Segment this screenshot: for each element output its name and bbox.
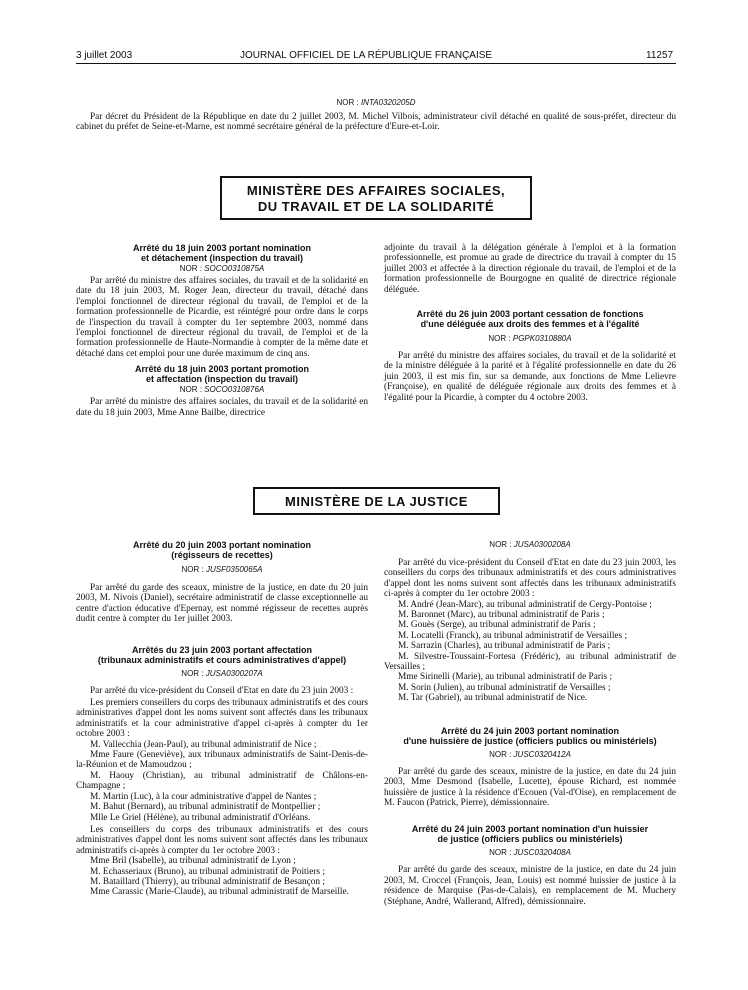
- decree-title: Arrêté du 18 juin 2003 portant promotion et affectation (inspection du travail): [134, 364, 310, 385]
- decree-nor: NOR : SOCO0310875A: [179, 264, 265, 273]
- assignment-item: M. Sorin (Julien), au tribunal administratif de Versailles ;: [398, 682, 611, 693]
- header-date: 3 juillet 2003: [76, 50, 133, 61]
- assignment-item: Mme Sirinelli (Marie), au tribunal administratif de Paris ;: [398, 672, 613, 683]
- decree-title: Arrêté du 24 juin 2003 portant nomination d'un huissier de justice (officiers publics ou ministériels): [411, 824, 649, 845]
- assignment-item: M. Echasseriaux (Bruno), au tribunal administratif de Poitiers ;: [90, 866, 325, 877]
- decree-nor: NOR : PGPK0310880A: [488, 334, 572, 344]
- assignment-item: M. Vallecchia (Jean-Paul), au tribunal administratif de Nice ;: [90, 739, 317, 750]
- assignment-item: Mme Faure (Geneviève), aux tribunaux administratifs de Saint-Denis-de-la-Réunion et de Mamoudzou ;: [76, 750, 368, 771]
- decree-nor: NOR : JUSC0320412A: [489, 749, 571, 759]
- assignment-item: M. Tar (Gabriel), au tribunal administratif de Nice.: [398, 693, 588, 704]
- decree-col-right-1: [384, 243, 676, 403]
- decree-col-left-1: [76, 243, 368, 418]
- decree-text: Par arrêté du garde des sceaux, ministre de la justice, en date du 20 juin 2003, M. Nivois (Daniel), secrétaire administratif de classe exceptionnelle au centre d'action éducative d'Epernay, est nommé régisseur de recettes auprès dudit centre à compter du 1er juillet 2003.: [76, 583, 368, 625]
- assignment-item: M. Gouès (Serge), au tribunal administratif de Paris ;: [398, 620, 596, 631]
- decree-text: Par arrêté du vice-président du Conseil d'Etat en date du 23 juin 2003 :: [90, 685, 354, 696]
- assignment-list: [384, 600, 676, 704]
- decree-title: Arrêté du 24 juin 2003 portant nomination d'une huissière de justice (officiers publics ou ministériels): [403, 725, 657, 746]
- decree-text: Les premiers conseillers du corps des tribunaux administratifs et des cours administratives d'appel dont les noms suivent sont affectés dans les tribunaux administratifs et la cour administrative d'appel ci-après à compter du 1er octobre 2003 :: [76, 698, 368, 740]
- assignment-item: M. Sarrazin (Charles), au tribunal administratif de Paris ;: [398, 641, 611, 652]
- decree-nor: NOR : JUSF0350065A: [181, 565, 263, 574]
- assignment-item: M. André (Jean-Marc), au tribunal administratif de Cergy-Pontoise ;: [398, 599, 652, 610]
- assignment-item: M. Bataillard (Thierry), au tribunal administratif de Besançon ;: [90, 876, 325, 887]
- decree-text-continued: adjointe du travail à la délégation générale à l'emploi et à la formation professionnelle, est promue au grade de directrice du travail à compter du 15 juillet 2003 et affectée à la direction régionale du travail, de l'emploi et de la formation professionnelle de Bourgogne en qualité de directrice régionale déléguée.: [384, 243, 676, 295]
- decree-text: Par arrêté du garde des sceaux, ministre de la justice, en date du 24 juin 2003, Mme Desmond (Isabelle, Lucette), épouse Richard, est nommée huissière de justice à la résidence d'Ecouen (Val-d'Oise), en remplacement de M. Faucon (Patrick, Pierre), démissionnaire.: [384, 766, 676, 808]
- assignment-item: M. Bahut (Bernard), au tribunal administratif de Montpellier ;: [90, 802, 321, 813]
- decree-text: Les conseillers du corps des tribunaux administratifs et des cours administratives d'appel dont les noms suivent sont affectés dans les tribunaux administratifs ci-après à compter du 1er octobre 2003 :: [76, 824, 368, 856]
- intro-nor: NOR : INTA0320205D: [336, 98, 416, 107]
- decree-text: Par arrêté du vice-président du Conseil d'Etat en date du 23 juin 2003, les conseillers du corps des tribunaux administratifs et des cours administratives d'appel dont les noms suivent sont affectés dans les tribunaux administratifs ci-après à compter du 1er octobre 2003 :: [384, 558, 676, 600]
- assignment-item: M. Haouy (Christian), au tribunal administratif de Châlons-en-Champagne ;: [76, 770, 368, 792]
- decree-nor: NOR : JUSA0300208A: [489, 540, 571, 549]
- assignment-list: [76, 856, 368, 898]
- assignment-list: [76, 740, 368, 823]
- assignment-item: M. Locatelli (Franck), au tribunal administratif de Versailles ;: [398, 630, 628, 641]
- assignment-item: M. Martin (Luc), à la cour administrative d'appel de Nantes ;: [90, 791, 317, 802]
- decree-nor: NOR : JUSC0320408A: [489, 848, 571, 858]
- decree-text: Par arrêté du ministre des affaires sociales, du travail et de la solidarité et de la ministre déléguée à la parité et à l'égalité professionnelle en date du 26 juin 2003, il est mis fin, sur sa demande, aux fonctions de Mme Lelievre (Françoise), en qualité de déléguée régionale aux droits des femmes et à l'égalité pour la Picardie, à compter du 4 octobre 2003.: [384, 351, 676, 403]
- header-page-number: 11257: [646, 50, 674, 61]
- assignment-item: M. Baronnet (Marc), au tribunal administratif de Paris ;: [398, 610, 605, 621]
- decree-nor: NOR : JUSA0300207A: [181, 668, 263, 678]
- assignment-item: Mme Bril (Isabelle), au tribunal administratif de Lyon ;: [90, 856, 296, 867]
- header-rule: [76, 63, 676, 64]
- decree-title: Arrêtés du 23 juin 2003 portant affectation (tribunaux administratifs et cours administratives d'appel): [97, 644, 347, 665]
- assignment-item: Mme Carassic (Marie-Claude), au tribunal administratif de Marseille.: [90, 887, 349, 898]
- header-journal: JOURNAL OFFICIEL DE LA RÉPUBLIQUE FRANÇAISE: [240, 50, 493, 61]
- decree-text: Par arrêté du ministre des affaires sociales, du travail et de la solidarité en date du 18 juin 2003, Mme Anne Bailbe, directrice: [76, 397, 368, 418]
- intro-paragraph: Par décret du Président de la République en date du 2 juillet 2003, M. Michel Vilbois, administrateur civil détaché en qualité de sous-préfet, directeur du cabinet du préfet de Seine-et-Marne, est nommé secrétaire général de la préfecture d'Eure-et-Loir.: [76, 112, 676, 133]
- decree-nor: NOR : SOCO0310876A: [179, 385, 265, 395]
- decree-col-right-2: [384, 540, 676, 907]
- assignment-item: Mlle Le Griel (Hélène), au tribunal administratif d'Orléans.: [90, 812, 311, 823]
- decree-text: Par arrêté du ministre des affaires sociales, du travail et de la solidarité en date du 18 juin 2003, M. Roger Jean, directeur du travail, détaché dans l'emploi fonctionnel de directeur régional du travail, de l'emploi et de la formation professionnelle de Picardie, est réintégré pour ordre dans le corps de l'inspection du travail à compter du 1er septembre 2003, nommé dans l'emploi fonctionnel de directeur régional du travail, de l'emploi et de la formation professionnelle de Haute-Normandie à compter de la même date et détaché dans cet emploi pour une durée maximum de cinq ans.: [76, 276, 368, 359]
- decree-title: Arrêté du 26 juin 2003 portant cessation de fonctions d'une déléguée aux droits des femmes et à l'égalité: [416, 309, 644, 330]
- decree-text: Par arrêté du garde des sceaux, ministre de la justice, en date du 24 juin 2003, M. Croccel (François, Jean, Louis) est nommé huissier de justice à la résidence de Marquise (Pas-de-Calais), en remplacement de M. Muchery (Stéphane, André, Wallerand, Alfred), démissionnaire.: [384, 865, 676, 907]
- decree-title: Arrêté du 18 juin 2003 portant nomination et détachement (inspection du travail): [132, 243, 312, 263]
- assignment-item: M. Silvestre-Toussaint-Fortesa (Frédéric), au tribunal administratif de Versailles ;: [384, 651, 676, 673]
- ministry-justice-heading: MINISTÈRE DE LA JUSTICE: [253, 487, 500, 515]
- decree-col-left-2: [76, 540, 368, 898]
- decree-title: Arrêté du 20 juin 2003 portant nomination (régisseurs de recettes): [132, 540, 312, 560]
- ministry-social-affairs-heading: MINISTÈRE DES AFFAIRES SOCIALES, DU TRAVAIL ET DE LA SOLIDARITÉ: [220, 176, 532, 220]
